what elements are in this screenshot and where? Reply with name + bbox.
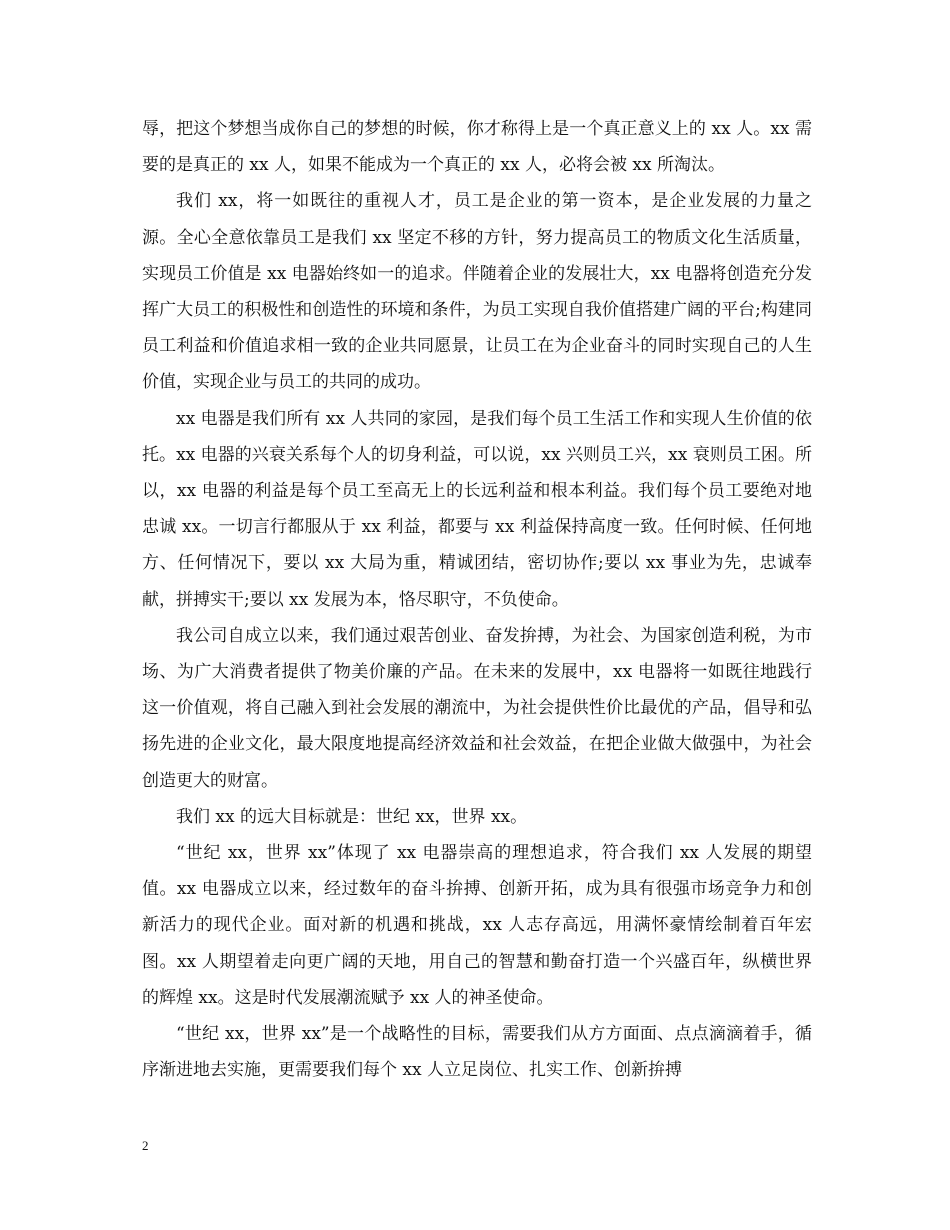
paragraph-2: 我们 xx，将一如既往的重视人才，员工是企业的第一资本，是企业发展的力量之源。全心全意依靠员工是我们 xx 坚定不移的方针，努力提高员工的物质文化生活质量，实现员工价值是 xx 电器始终如一的追求。伴随着企业的发展壮大，xx 电器将创造充分发挥广大员工的积极性和创造性的环境和条件，为员工实现自我价值搭建广阔的平台;构建同员工利益和价值追求相一致的企业共同愿景，让员工在为企业奋斗的同时实现自己的人生价值，实现企业与员工的共同的成功。	[142, 191, 812, 393]
paragraph-6: “世纪 xx，世界 xx”体现了 xx 电器崇高的理想追求，符合我们 xx 人发展的期望值。xx 电器成立以来，经过数年的奋斗拚搏、创新开拓，成为具有很强市场竞争力和创新活力的现代企业。面对新的机遇和挑战，xx 人志存高远，用满怀豪情绘制着百年宏图。xx 人期望着走向更广阔的天地，用自己的智慧和勤奋打造一个兴盛百年，纵横世界的辉煌 xx。这是时代发展潮流赋予 xx 人的神圣使命。	[142, 843, 812, 1008]
paragraph-3: xx 电器是我们所有 xx 人共同的家园，是我们每个员工生活工作和实现人生价值的依托。xx 电器的兴衰关系每个人的切身利益，可以说，xx 兴则员工兴，xx 衰则员工困。所以，xx 电器的利益是每个员工至高无上的长远利益和根本利益。我们每个员工要绝对地忠诚 xx。一切言行都服从于 xx 利益，都要与 xx 利益保持高度一致。任何时候、任何地方、任何情况下，要以 xx 大局为重，精诚团结，密切协作;要以 xx 事业为先，忠诚奉献，拼搏实干;要以 xx 发展为本，恪尽职守，不负使命。	[142, 408, 812, 610]
paragraph-1: 辱，把这个梦想当成你自己的梦想的时候，你才称得上是一个真正意义上的 xx 人。xx 需要的是真正的 xx 人，如果不能成为一个真正的 xx 人，必将会被 xx 所淘汰。	[142, 119, 812, 176]
document-body	[142, 111, 812, 1088]
page-number: 2	[142, 1138, 149, 1153]
paragraph-5: 我们 xx 的远大目标就是：世纪 xx，世界 xx。	[176, 806, 528, 827]
paragraph-4: 我公司自成立以来，我们通过艰苦创业、奋发拚搏，为社会、为国家创造利税，为市场、为广大消费者提供了物美价廉的产品。在未来的发展中，xx 电器将一如既往地践行这一价值观，将自己融入到社会发展的潮流中，为社会提供性价比最优的产品，倡导和弘扬先进的企业文化，最大限度地提高经济效益和社会效益，在把企业做大做强中，为社会创造更大的财富。	[142, 625, 812, 791]
paragraph-7: “世纪 xx，世界 xx”是一个战略性的目标，需要我们从方方面面、点点滴滴着手，循序渐进地去实施，更需要我们每个 xx 人立足岗位、扎实工作、创新拚搏	[142, 1024, 812, 1081]
